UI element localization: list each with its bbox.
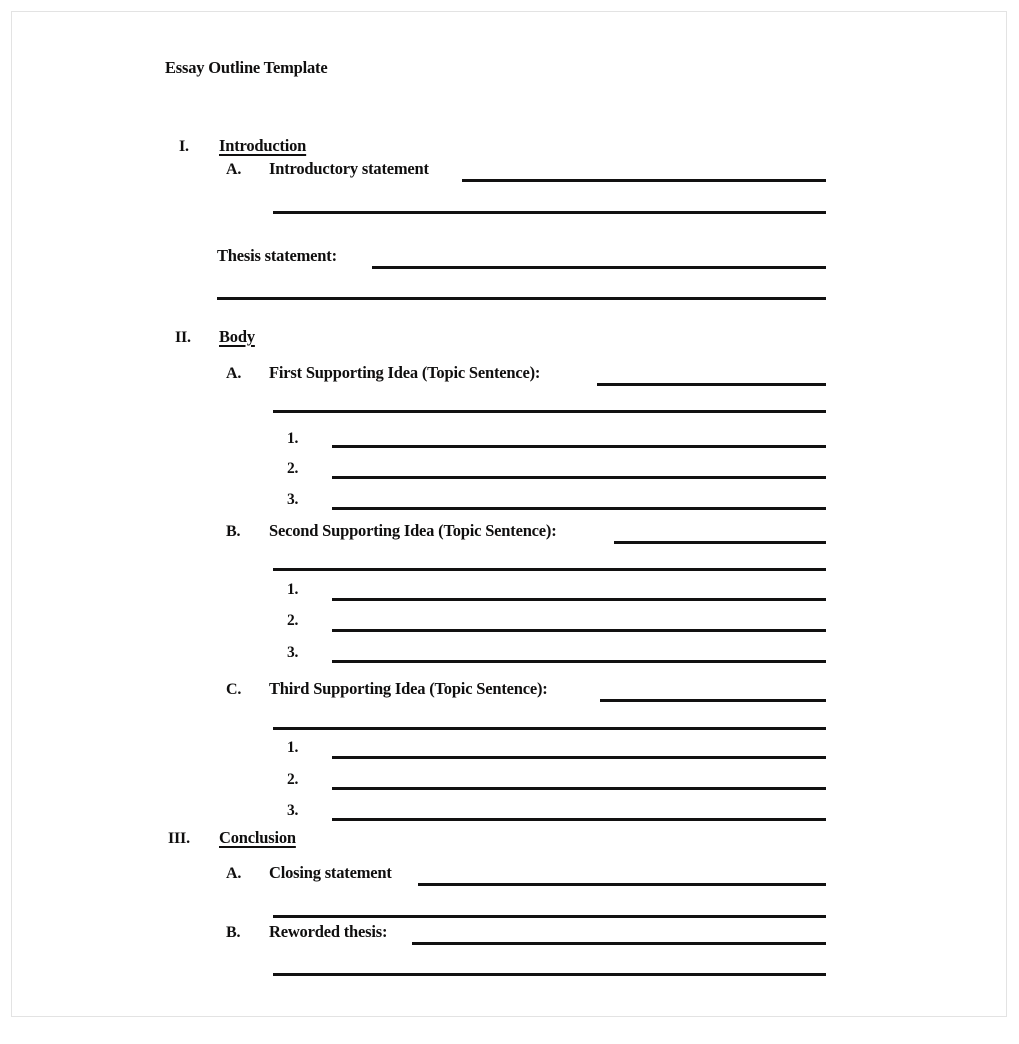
subitem-numeral: 2. (287, 771, 299, 788)
blank-line[interactable] (332, 756, 826, 759)
section-heading-conclusion: Conclusion (219, 828, 296, 847)
subitem-numeral: 2. (287, 460, 299, 477)
blank-line[interactable] (597, 383, 826, 386)
section-numeral-introduction: I. (179, 138, 189, 155)
blank-line[interactable] (418, 883, 826, 886)
blank-line[interactable] (273, 568, 826, 571)
subitem-numeral: 2. (287, 612, 299, 629)
blank-line[interactable] (332, 787, 826, 790)
blank-line[interactable] (462, 179, 826, 182)
blank-line[interactable] (332, 598, 826, 601)
item-label-introductory-statement: Introductory statement (269, 159, 429, 178)
section-heading-introduction: Introduction (219, 136, 307, 155)
blank-line[interactable] (273, 211, 826, 214)
section-heading-body: Body (219, 327, 255, 346)
blank-line[interactable] (332, 660, 826, 663)
item-label-thesis-statement: Thesis statement: (217, 246, 337, 265)
blank-line[interactable] (273, 410, 826, 413)
subitem-numeral: 1. (287, 739, 299, 756)
blank-line[interactable] (372, 266, 826, 269)
blank-line[interactable] (412, 942, 826, 945)
item-letter-second-supporting-idea: B. (226, 523, 241, 540)
item-letter-reworded-thesis: B. (226, 924, 241, 941)
subitem-numeral: 1. (287, 581, 299, 598)
subitem-numeral: 3. (287, 644, 299, 661)
item-letter-third-supporting-idea: C. (226, 681, 242, 698)
item-label-closing-statement: Closing statement (269, 863, 392, 882)
section-numeral-body: II. (175, 329, 191, 346)
item-letter-closing-statement: A. (226, 865, 242, 882)
section-numeral-conclusion: III. (168, 830, 190, 847)
page-frame (11, 11, 1007, 1017)
blank-line[interactable] (332, 445, 826, 448)
blank-line[interactable] (614, 541, 826, 544)
subitem-numeral: 1. (287, 430, 299, 447)
item-letter-introductory-statement: A. (226, 161, 242, 178)
blank-line[interactable] (600, 699, 826, 702)
blank-line[interactable] (332, 629, 826, 632)
item-letter-first-supporting-idea: A. (226, 365, 242, 382)
item-label-second-supporting-idea: Second Supporting Idea (Topic Sentence): (269, 521, 557, 540)
blank-line[interactable] (217, 297, 826, 300)
blank-line[interactable] (332, 476, 826, 479)
subitem-numeral: 3. (287, 491, 299, 508)
essay-outline-document (12, 12, 1008, 1018)
item-label-reworded-thesis: Reworded thesis: (269, 922, 388, 941)
item-label-first-supporting-idea: First Supporting Idea (Topic Sentence): (269, 363, 541, 382)
blank-line[interactable] (273, 915, 826, 918)
page-title: Essay Outline Template (165, 58, 328, 77)
blank-line[interactable] (273, 727, 826, 730)
subitem-numeral: 3. (287, 802, 299, 819)
item-label-third-supporting-idea: Third Supporting Idea (Topic Sentence): (269, 679, 548, 698)
blank-line[interactable] (273, 973, 826, 976)
blank-line[interactable] (332, 507, 826, 510)
blank-line[interactable] (332, 818, 826, 821)
